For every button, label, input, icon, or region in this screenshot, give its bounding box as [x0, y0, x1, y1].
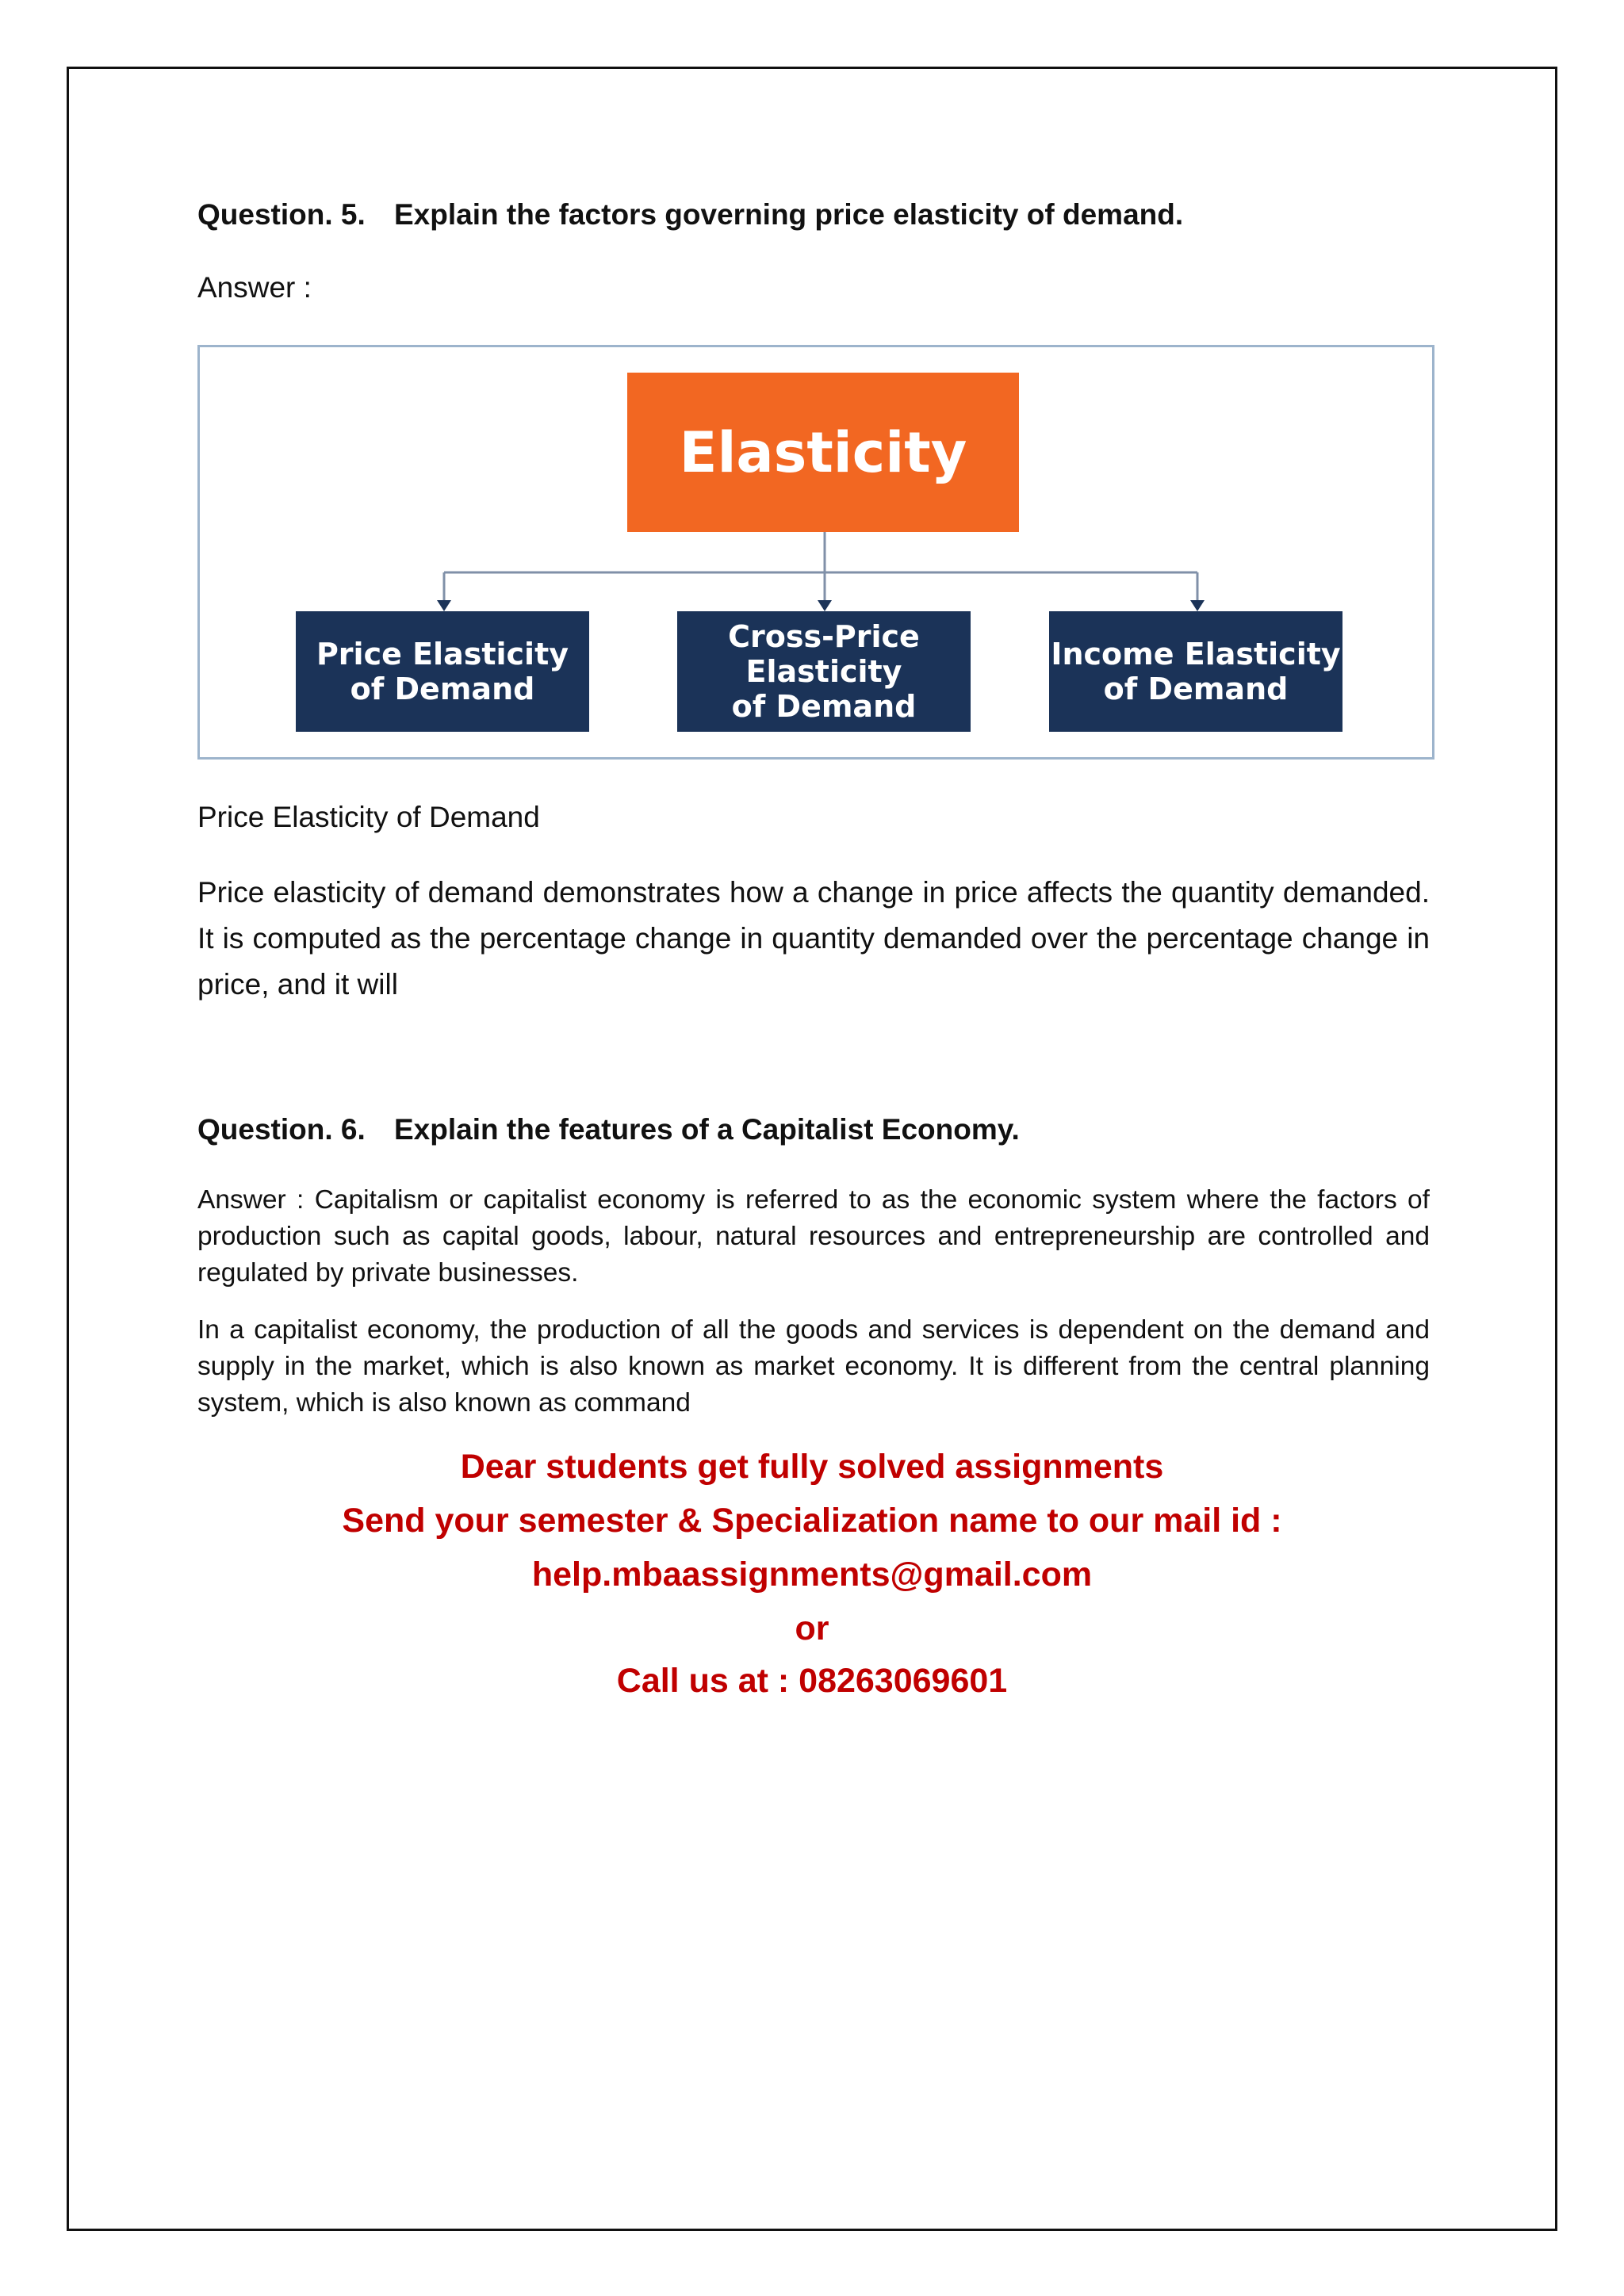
elasticity-root-box: Elasticity: [627, 373, 1019, 532]
price-elasticity-box: Price Elasticity of Demand: [296, 611, 589, 732]
section-body: Price elasticity of demand demonstrates how a change in price affects the quantity demanded. It is computed as the percentage change in quantity demanded over the percentage change in price, and it will: [197, 876, 1430, 1001]
question-6-text: Explain the features of a Capitalist Economy.: [394, 1113, 1020, 1146]
question-5-heading: [197, 198, 1183, 232]
promo-or: or: [795, 1609, 829, 1647]
section-title: Price Elasticity of Demand: [197, 801, 540, 833]
answer-6-paragraph-2: In a capitalist economy, the production of all the goods and services is dependent on the demand and supply in the market, which is also known as market economy. It is different from the central planning system, which is also known as command: [197, 1315, 1430, 1418]
answer-5-label: Answer :: [197, 271, 312, 304]
promo-line-2: Send your semester & Specialization name to our mail id :: [342, 1502, 1282, 1540]
promo-email[interactable]: help.mbaassignments@gmail.com: [531, 1556, 1093, 1594]
promo-phone[interactable]: Call us at : 08263069601: [616, 1662, 1008, 1700]
question-5-number: Question. 5.: [197, 198, 366, 231]
question-5-text: Explain the factors governing price elasticity of demand.: [394, 198, 1184, 231]
promo-line-1: Dear students get fully solved assignments: [460, 1448, 1164, 1486]
question-6-number: Question. 6.: [197, 1113, 366, 1146]
income-elasticity-box: Income Elasticity of Demand: [1049, 611, 1342, 732]
answer-6-paragraph-1: Answer : Capitalism or capitalist economy is referred to as the economic system where the factors of production such as capital goods, labour, natural resources and entrepreneurship are controlled and regulated by private businesses.: [197, 1185, 1430, 1288]
cross-price-elasticity-box: Cross-Price Elasticity of Demand: [677, 611, 971, 732]
question-6-heading: [197, 1113, 1020, 1146]
